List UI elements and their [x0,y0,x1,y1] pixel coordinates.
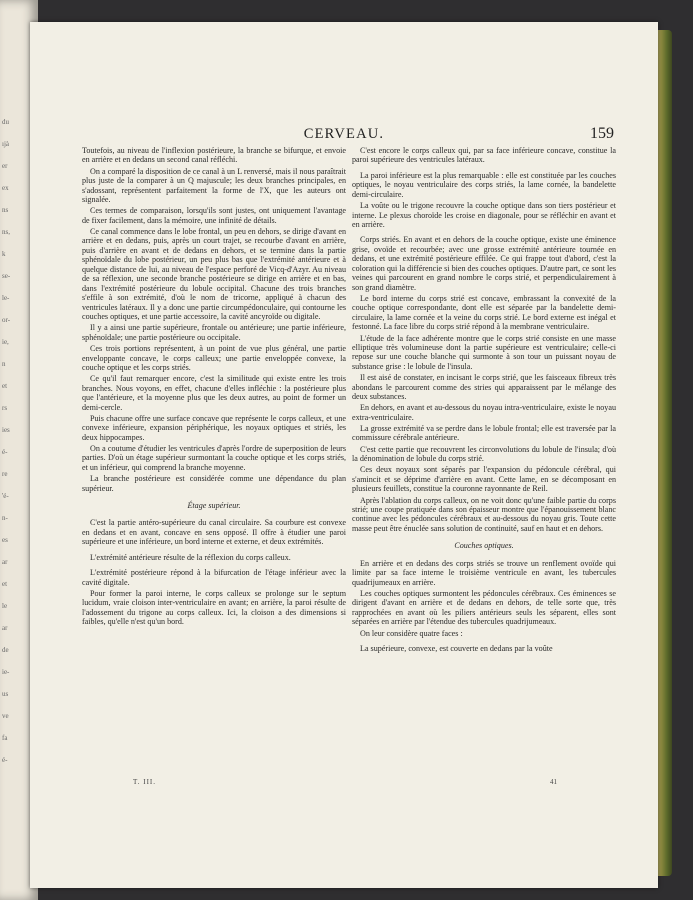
running-title: CERVEAU. [303,126,385,142]
paragraph: On a coutume d'étudier les ventricules d'après l'ordre de superposition de leurs parties. D'où un étage supérieur surmontant la couche optique et les corps striés, et un inférieur, qui comprend la branche moyenne. [82,443,346,472]
section-subheading: Étage supérieur. [187,501,241,511]
sheet-number: 41 [550,778,557,786]
margin-fragment: ie, [2,338,9,346]
margin-fragment: or- [2,316,11,324]
margin-fragment: et [2,382,8,390]
section-subheading: Couches optiques. [454,541,514,551]
margin-fragment: ie- [2,668,10,676]
paragraph: La voûte ou le trigone recouvre la couche optique dans son tiers postérieur et interne. Le plexus choroïde les croise en diagonale, pour se réfléchir en avant et en arrière. [352,201,616,229]
paragraph: En arrière et en dedans des corps striés se trouve un renflement ovoïde qui limite par sa face interne le troisième ventricule en avant, les tubercules quadrijumeaux en arrière. [352,558,616,587]
paragraph: Puis chacune offre une surface concave que représente le corps calleux, et une convexe inférieure, expansion périphérique, les noyaux optiques et striés, les deux hippocampes. [82,413,346,442]
margin-fragment: ns [2,206,9,214]
page-number: 159 [590,125,614,142]
margin-fragment: es [2,536,8,544]
margin-fragment: re [2,470,8,478]
paragraph: Les couches optiques surmontent les pédoncules cérébraux. Ces éminences se dirigent d'avant en arrière et de dedans en dehors, de telle sorte que, très rapprochées en avant où les piliers antérieurs seuls les séparent, elles sont séparées en arrière par l'étendue des tubercules quadrijumeaux. [352,589,616,627]
volume-signature: T. III. [133,778,156,786]
paragraph: La supérieure, convexe, est couverte en dedans par la voûte [360,644,553,654]
paragraph: Ces trois portions représentent, à un point de vue plus général, une partie enveloppante concave, le corps calleux; une partie enveloppée convexe, la couche optique et les corps striés. [82,344,346,372]
paragraph: Ce qu'il faut remarquer encore, c'est la similitude qui existe entre les trois branches. Nous voyons, en effet, chacune d'elles infléchie : la postérieure plus que l'antérieure, et la moyenne plus que les deux autres, au point de former un demi-cercle. [82,374,346,412]
margin-fragment: fa [2,734,8,742]
margin-fragment: ex [2,184,9,192]
margin-fragment: ıjà [2,140,9,148]
margin-fragment: n [2,360,6,368]
paragraph: Il est aisé de constater, en incisant le corps strié, que les faisceaux fibreux très abondans le parcourent comme des stries qui apparaissent par le mélange des deux substances. [352,373,616,402]
left-column [82,146,346,629]
paragraph: On a comparé la disposition de ce canal à un L renversé, mais il nous paraîtrait plus juste de la comparer à un Q majuscule; les deux branches principales, en s'adossant, représentent parfaitement la forme de l'X, que les auteurs ont signalée. [82,166,346,205]
margin-fragment: k [2,250,6,258]
paragraph: La branche postérieure est considérée comme une dépendance du plan supérieur. [82,474,346,493]
paragraph: C'est la partie antéro-supérieure du canal circulaire. Sa courbure est convexe en dedans et en avant, concave en sens opposé. Il offre à étudier une paroi supérieure et une inférieure, un bord interne et externe, et deux extrémités. [82,518,346,547]
right-column [352,146,616,655]
margin-fragment: le [2,602,8,610]
page-header [30,126,658,146]
paragraph: Ces termes de comparaison, lorsqu'ils sont justes, ont uniquement l'avantage de fixer facilement, dans la mémoire, une infinité de détails. [82,206,346,225]
paragraph: Toutefois, au niveau de l'inflexion postérieure, la branche se bifurque, et envoie en arrière et en dedans un second canal réfléchi. [82,146,346,165]
margin-fragment: se- [2,272,11,280]
margin-fragment: ar [2,624,8,632]
margin-fragment: é- [2,448,8,456]
margin-fragment: 'é- [2,492,9,500]
margin-fragment: n- [2,514,8,522]
paragraph: Ces deux noyaux sont séparés par l'expansion du pédoncule cérébral, qui s'amincit et se déprime d'arrière en avant. Cette lame, en se décomposant en plusieurs feuillets, constitue la couronne rayonnante de Reil. [352,465,616,494]
paragraph: Le bord interne du corps strié est concave, embrassant la convexité de la couche optique correspondante, dont elle est séparée par la bandelette demi-circulaire, la lame cornée et la veine du corps strié. Le bord externe est inégal et festonné. La face libre du corps strié répond à la membrane ventriculaire. [352,293,616,332]
margin-fragment: du [2,118,9,126]
margin-fragment: ve [2,712,9,720]
paragraph: Corps striés. En avant et en dehors de la couche optique, existe une éminence grise, ovoïde et recourbée; avec une grosse extrémité antérieure tournée en dedans, et une extrémité postérieure effilée. Ce qui frappe tout d'abord, c'est la coloration qui la différencie si bien des couches optiques. D'autre part, ce sont les veines qui parcourent en grand nombre le corps strié, et perpendiculairement à son grand diamètre. [352,235,616,292]
paragraph: L'étude de la face adhérente montre que le corps strié consiste en une masse elliptique très volumineuse dont la partie supérieure est ventriculaire; celle-ci repose sur une couche blanche qui surmonte à son tour un puissant noyau de substance grise : le lobule de l'insula. [352,333,616,371]
paragraph: La grosse extrémité va se perdre dans le lobule frontal; elle est traversée par la commissure cérébrale antérieure. [352,424,616,443]
margin-fragment: et [2,580,8,588]
margin-fragment: de [2,646,9,654]
margin-fragment: ies [2,426,10,434]
paragraph: C'est encore le corps calleux qui, par sa face inférieure concave, constitue la paroi supérieure des ventricules latéraux. [352,146,616,165]
margin-fragment: rs [2,404,8,412]
paragraph: En dehors, en avant et au-dessous du noyau intra-ventriculaire, existe le noyau extra-ventriculaire. [352,403,616,422]
margin-fragment: ar [2,558,8,566]
margin-fragment: le- [2,294,10,302]
paragraph: Après l'ablation du corps calleux, on ne voit donc qu'une faible partie du corps strié; une coupe pratiquée dans son épaisseur montre que l'épanouissement blanc continue avec les pédoncules cérébraux et au-dessous du noyau gris. Toute cette masse peut être énuclée sans solution de continuité, sauf en haut et en dehors. [352,495,616,533]
margin-fragment: us [2,690,9,698]
paragraph: La paroi inférieure est la plus remarquable : elle est constituée par les couches optiques, le noyau ventriculaire des corps striés, la lame cornée, la bandelette demi-circulaire. [352,170,616,199]
paragraph: L'extrémité postérieure répond à la bifurcation de l'étage inférieur avec la cavité digitale. [82,568,346,587]
book-page [30,22,658,888]
paragraph: Il y a ainsi une partie supérieure, frontale ou antérieure; une partie inférieure, sphénoïdale; une partie postérieure ou occipitale. [82,323,346,342]
paragraph: Ce canal commence dans le lobe frontal, un peu en dehors, se dirige d'avant en arrière et en dedans, puis, après un court trajet, se recourbe d'avant en arrière, puis d'arrière en avant et de dedans en dehors, et se termine dans la partie sphénoïdale du lobe postérieur, un peu plus bas que l'extrémité antérieure et à quelque distance de lui, au niveau de l'espace perforé de Vicq-d'Azyr. Au niveau de sa réflexion, une seconde branche postérieure se dirige en arrière et en bas, dans l'extrémité postérieure du lobule occipital. Chacune des trois branches s'effile à son extrémité, d'où le nom de tricorne, appliqué à chacun des ventricules latéraux. Il y a donc une partie circumpédonculaire, qui contourne les couches optiques, et une partie accessoire, la cavité ancyroïde ou digitale. [82,227,346,322]
paragraph: L'extrémité antérieure résulte de la réflexion du corps calleux. [90,552,291,562]
margin-fragment: é- [2,756,8,764]
paragraph: On leur considère quatre faces : [360,628,463,638]
margin-fragment: er [2,162,8,170]
paragraph: C'est cette partie que recouvrent les circonvolutions du lobule de l'insula; d'où la dénomination de lobule du corps strié. [352,444,616,464]
margin-fragment: ns, [2,228,10,236]
paragraph: Pour former la paroi interne, le corps calleux se prolonge sur le septum lucidum, vraie cloison inter-ventriculaire en avant; en arrière, la paroi résulte de l'adossement du trigone au corps calleux. Ici, la cloison a des dimensions si faibles, qu'elle n'est qu'un bord. [82,589,346,627]
